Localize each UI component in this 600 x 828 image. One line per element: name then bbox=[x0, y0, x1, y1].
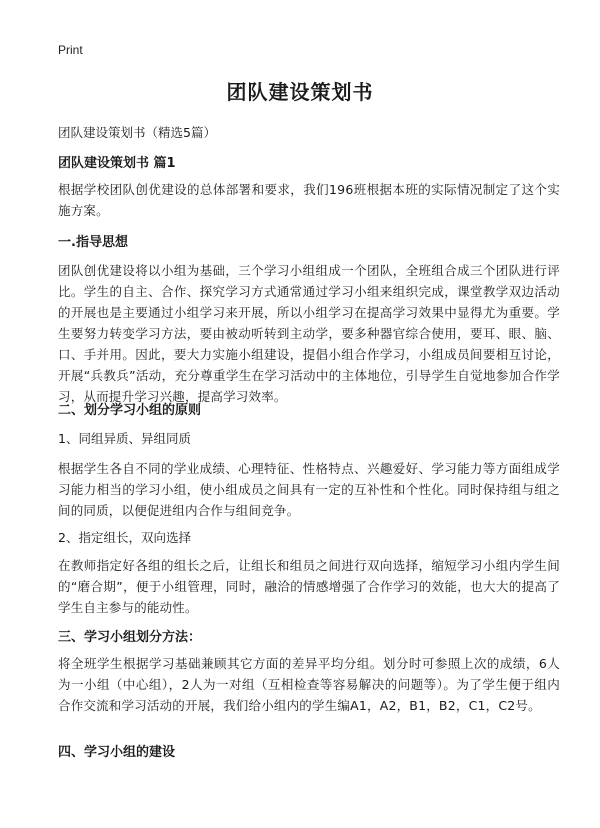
section4-heading: 四、学习小组的建设 bbox=[58, 745, 176, 760]
section2-item1-body: 根据学生各自不同的学业成绩、心理特征、性格特点、兴趣爱好、学习能力等方面组成学习能力相当的学习小组，使小组成员之间具有一定的互补性和个性化。同时保持组与组之间的同质，以便促进组内合作与组间竞争。 bbox=[58, 461, 560, 518]
section2-item2-title: 2、指定组长，双向选择 bbox=[58, 530, 191, 545]
intro-paragraph: 根据学校团队创优建设的总体部署和要求，我们196班根据本班的实际情况制定了这个实施方案。 bbox=[58, 182, 560, 218]
section3-heading: 三、学习小组划分方法： bbox=[58, 630, 202, 645]
section2-item1-title: 1、同组异质、异组同质 bbox=[58, 431, 191, 446]
section1-heading: 一.指导思想 bbox=[58, 235, 128, 250]
section1-body: 团队创优建设将以小组为基础，三个学习小组组成一个团队，全班组合成三个团队进行评比。学生的自主、合作、探究学习方式通常通过学习小组来组织完成，课堂教学双边活动的开展也是主要通过小组学习来开展，所以小组学习在提高学习效果中显得尤为重要。学生要努力转变学习方法，要由被动听转到主动学，要多种器官综合使用，要耳、眼、脑、口、手并用。因此，要大力实施小组建设，提倡小组合作学习，小组成员间要相互讨论，开展“兵教兵”活动，充分尊重学生在学习活动中的主体地位，引导学生自觉地参加合作学习，从而提升学习兴趣，提高学习效率。 bbox=[58, 263, 560, 404]
print-label: Print bbox=[58, 43, 83, 57]
section3-body: 将全班学生根据学习基础兼顾其它方面的差异平均分组。划分时可参照上次的成绩，6人为一小组（中心组），2人为一对组（互相检查等容易解决的问题等）。为了学生便于组内合作交流和学习活动的开展，我们给小组内的学生编A1，A2，B1，B2，C1，C2号。 bbox=[58, 656, 560, 713]
document-subtitle: 团队建设策划书（精选5篇） bbox=[58, 125, 216, 140]
section2-item2-body: 在教师指定好各组的组长之后，让组长和组员之间进行双向选择，缩短学习小组内学生间的“磨合期”，便于小组管理，同时，融洽的情感增强了合作学习的效能，也大大的提高了学生自主参与的能动性。 bbox=[58, 558, 560, 615]
part-heading: 团队建设策划书 篇1 bbox=[58, 156, 176, 171]
section2-heading: 二、划分学习小组的原则 bbox=[58, 403, 202, 418]
page-title: 团队建设策划书 bbox=[226, 80, 374, 104]
